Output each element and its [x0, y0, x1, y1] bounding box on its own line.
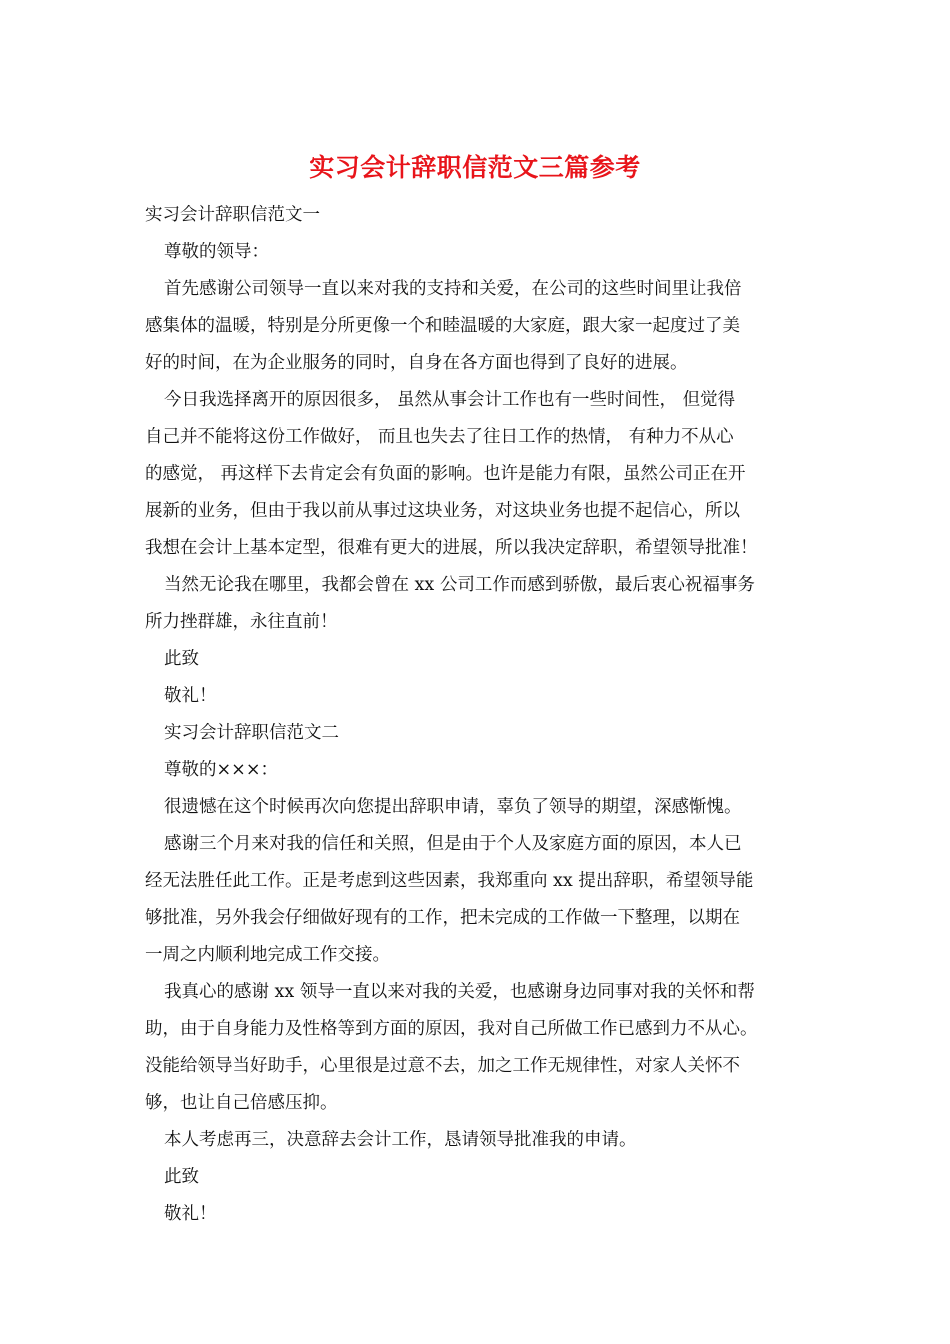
document-line: 所力挫群雄，永往直前！ — [145, 612, 338, 632]
document-line: 够批准，另外我会仔细做好现有的工作，把未完成的工作做一下整理，以期在 — [145, 908, 740, 928]
document-line: 首先感谢公司领导一直以来对我的支持和关爱，在公司的这些时间里让我倍 — [164, 279, 742, 299]
document-line: 的感觉， 再这样下去肯定会有负面的影响。也许是能力有限，虽然公司正在开 — [145, 464, 746, 484]
document-title: 实习会计辞职信范文三篇参考 — [309, 153, 641, 182]
document-line: 我想在会计上基本定型，很难有更大的进展，所以我决定辞职，希望领导批准！ — [145, 538, 758, 558]
document-line: 一周之内顺利地完成工作交接。 — [145, 945, 390, 965]
document-line: 敬礼！ — [164, 1204, 217, 1224]
document-line: 助，由于自身能力及性格等到方面的原因，我对自己所做工作已感到力不从心。 — [145, 1019, 758, 1039]
document-line: 尊敬的领导： — [164, 242, 269, 262]
document-line: 尊敬的×××： — [164, 760, 278, 780]
document-line: 没能给领导当好助手，心里很是过意不去，加之工作无规律性，对家人关怀不 — [145, 1056, 740, 1076]
document-line: 好的时间，在为企业服务的同时，自身在各方面也得到了良好的进展。 — [145, 353, 688, 373]
document-line: 够，也让自己倍感压抑。 — [145, 1093, 338, 1113]
document-line: 当然无论我在哪里，我都会曾在 xx 公司工作而感到骄傲，最后衷心祝福事务 — [164, 575, 755, 595]
document-line: 经无法胜任此工作。正是考虑到这些因素，我郑重向 xx 提出辞职，希望领导能 — [145, 871, 754, 891]
document-line: 实习会计辞职信范文二 — [164, 723, 339, 743]
document-line: 很遗憾在这个时候再次向您提出辞职申请，辜负了领导的期望，深感惭愧。 — [164, 797, 742, 817]
document-line: 本人考虑再三，决意辞去会计工作，恳请领导批准我的申请。 — [164, 1130, 637, 1150]
document-line: 此致 — [164, 1167, 199, 1187]
document-line: 感谢三个月来对我的信任和关照，但是由于个人及家庭方面的原因，本人已 — [164, 834, 742, 854]
document-line: 实习会计辞职信范文一 — [145, 205, 320, 225]
document-line: 今日我选择离开的原因很多， 虽然从事会计工作也有一些时间性， 但觉得 — [164, 390, 736, 410]
document-body — [145, 197, 805, 1233]
document-line: 感集体的温暖，特别是分所更像一个和睦温暖的大家庭，跟大家一起度过了美 — [145, 316, 740, 336]
document-line: 展新的业务，但由于我以前从事过这块业务，对这块业务也提不起信心，所以 — [145, 501, 740, 521]
document-line: 自己并不能将这份工作做好， 而且也失去了往日工作的热情， 有种力不从心 — [145, 427, 734, 447]
document-line: 我真心的感谢 xx 领导一直以来对我的关爱，也感谢身边同事对我的关怀和帮 — [164, 982, 755, 1002]
document-line: 此致 — [164, 649, 199, 669]
document-line: 敬礼！ — [164, 686, 217, 706]
